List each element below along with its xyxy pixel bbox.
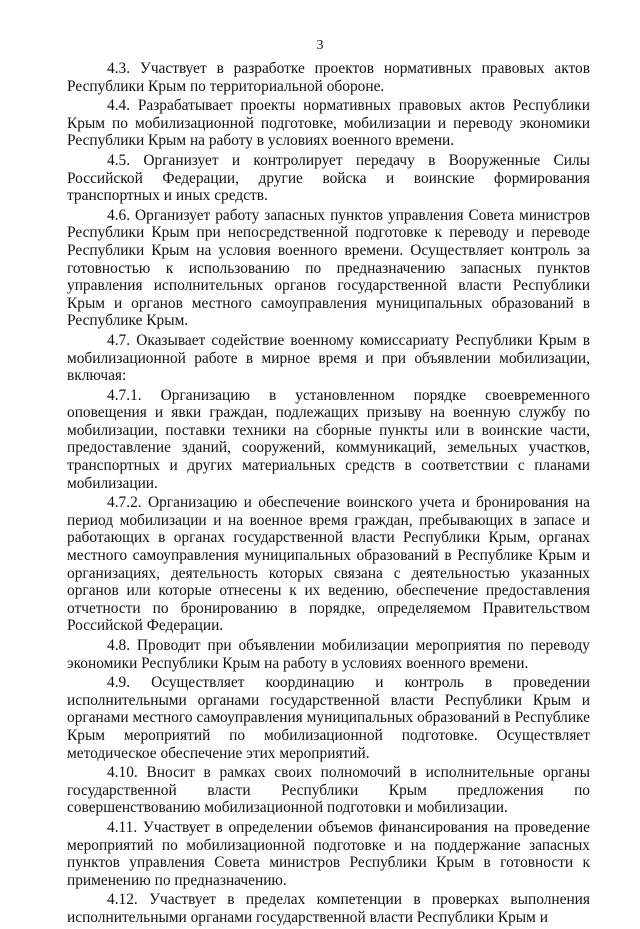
- paragraph-4-6: 4.6. Организует работу запасных пунктов управления Совета министров Республики Крым при непосредственной подготовке к переводу и переводе Республики Крым на условия военного времени. Осуществляет контроль за готовностью к использованию по предназначению запасных пунктов управления исполнительных органов государственной власти Республики Крым и органов местного самоуправления муниципальных образований в Республике Крым.: [67, 206, 590, 330]
- paragraph-4-4: 4.4. Разрабатывает проекты нормативных правовых актов Республики Крым по мобилизационной подготовке, мобилизации и переводу экономики Республики Крым на работу в условиях военного времени.: [67, 97, 590, 150]
- paragraph-4-7-2: 4.7.2. Организацию и обеспечение воинского учета и бронирования на период мобилизации и на военное время граждан, пребывающих в запасе и работающих в органах государственной власти Республики Крым, органах местного самоуправления муниципальных образований в Республике Крым и организациях, деятельность которых связана с деятельностью указанных органов или которые отнесены к их ведению, обеспечение предоставления отчетности по бронированию в порядке, определяемом Правительством Российской Федерации.: [67, 494, 590, 635]
- page-number: 3: [316, 38, 324, 53]
- paragraph-4-9: 4.9. Осуществляет координацию и контроль в проведении исполнительными органами государственной власти Республики Крым и органами местного самоуправления муниципальных образований в Республике Крым мероприятий по мобилизационной подготовке. Осуществляет методическое обеспечение этих мероприятий.: [67, 674, 590, 762]
- paragraph-4-11: 4.11. Участвует в определении объемов финансирования на проведение мероприятий по мобилизационной подготовке и на поддержание запасных пунктов управления Совета министров Республики Крым в готовности к применению по предназначению.: [67, 818, 590, 889]
- paragraph-4-7: 4.7. Оказывает содействие военному комиссариату Республики Крым в мобилизационной работе в мирное время и при объявлении мобилизации, включая:: [67, 331, 590, 385]
- paragraph-4-12: 4.12. Участвует в пределах компетенции в проверках выполнения исполнительными органами государственной власти Республики Крым и: [67, 891, 590, 926]
- paragraph-4-5: 4.5. Организует и контролирует передачу в Вооруженные Силы Российской Федерации, другие войска и воинские формирования транспортных и иных средств.: [67, 151, 590, 205]
- document-body: [67, 60, 590, 929]
- paragraph-4-7-1: 4.7.1. Организацию в установленном порядке своевременного оповещения и явки граждан, подлежащих призыву на военную службу по мобилизации, поставки техники на сборные пункты или в воинские части, предоставление зданий, сооружений, коммуникаций, земельных участков, транспортных и других материальных средств в соответствии с планами мобилизации.: [67, 386, 590, 492]
- paragraph-4-10: 4.10. Вносит в рамках своих полномочий в исполнительные органы государственной власти Республики Крым предложения по совершенствованию мобилизационной подготовки и мобилизации.: [67, 764, 590, 817]
- paragraph-4-3: 4.3. Участвует в разработке проектов нормативных правовых актов Республики Крым по территориальной обороне.: [67, 60, 590, 95]
- paragraph-4-8: 4.8. Проводит при объявлении мобилизации мероприятия по переводу экономики Республики Крым на работу в условиях военного времени.: [67, 637, 590, 672]
